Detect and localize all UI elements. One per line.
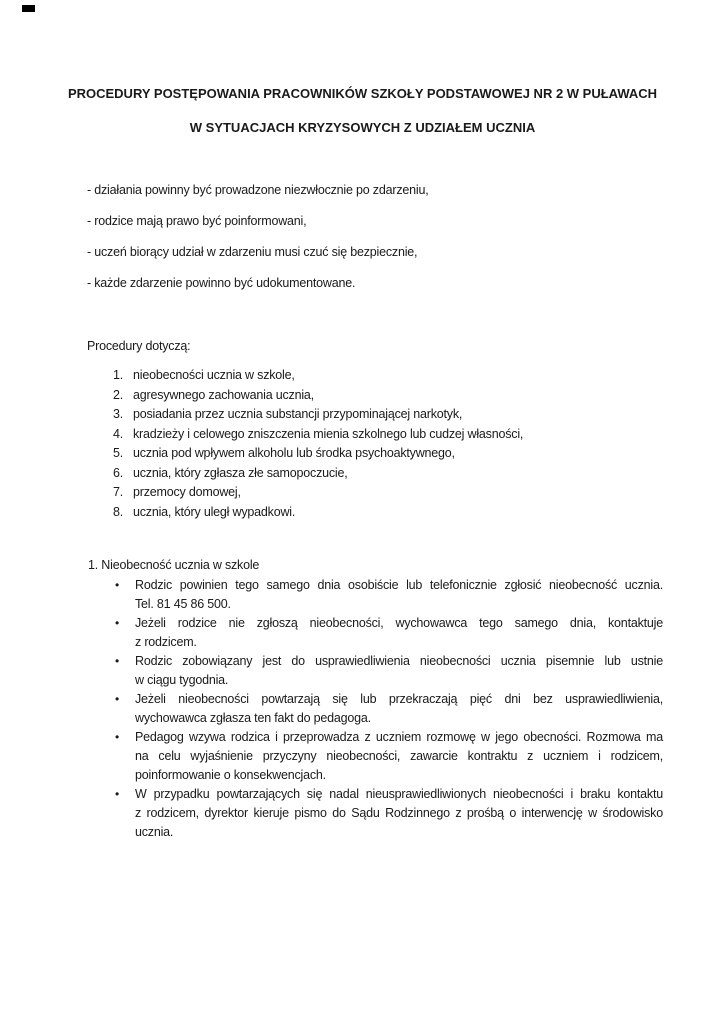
procedure-item: [113, 444, 523, 464]
item-text: nieobecności ucznia w szkole,: [133, 368, 295, 382]
bullet-marker: •: [115, 730, 120, 744]
bullet-line: wychowawca zgłasza ten fakt do pedagoga.: [135, 711, 371, 725]
bullet-text: [135, 614, 663, 652]
bullet-line: z rodzicem, dyrektor kieruje pismo do Sądu Rodzinnego z prośbą o interwencję w środowisko: [135, 806, 663, 820]
bullet-item: [115, 614, 663, 652]
item-number: 1.: [113, 368, 124, 382]
document-title: [0, 86, 725, 154]
bullet-line: Pedagog wzywa rodzica i przeprowadza z uczniem rozmowę w jego obecności. Rozmowa ma: [135, 730, 663, 744]
corner-mark: [22, 5, 35, 12]
item-number: 4.: [113, 426, 124, 441]
bullet-line: w ciągu tygodnia.: [135, 673, 229, 687]
procedure-item: [113, 503, 523, 523]
bullet-text: [135, 785, 663, 842]
item-number: 3.: [113, 407, 124, 421]
item-text: posiadania przez ucznia substancji przypominającej narkotyk,: [133, 407, 463, 421]
item-number: 2.: [113, 387, 124, 402]
item-text: agresywnego zachowania ucznia,: [133, 387, 314, 402]
bullet-item: [115, 785, 663, 842]
bullet-marker: •: [115, 787, 120, 801]
bullet-item: [115, 728, 663, 785]
bullet-marker: •: [115, 654, 120, 668]
title-line-2: W SYTUACJACH KRYZYSOWYCH Z UDZIAŁEM UCZNIA: [189, 120, 536, 135]
principle-item: - uczeń biorący udział w zdarzeniu musi czuć się bezpiecznie,: [87, 245, 418, 259]
bullet-line: Tel. 81 45 86 500.: [135, 597, 231, 611]
bullet-line: poinformowanie o konsekwencjach.: [135, 768, 326, 782]
bullet-marker: •: [115, 578, 120, 592]
bullet-text: [135, 690, 663, 728]
bullet-text: [135, 728, 663, 785]
bullet-line: Jeżeli nieobecności powtarzają się lub przekraczają pięć dni bez usprawiedliwienia,: [135, 692, 663, 706]
bullet-text: [135, 576, 663, 614]
bullet-line: W przypadku powtarzających się nadal nieusprawiedliwionych nieobecności i braku kontaktu: [135, 787, 663, 801]
bullet-item: [115, 576, 663, 614]
procedure-item: [113, 483, 523, 503]
bullet-line: z rodzicem.: [135, 635, 197, 649]
procedures-list: [113, 366, 523, 522]
bullet-line: Rodzic powinien tego samego dnia osobiście lub telefonicznie zgłosić nieobecność ucznia.: [135, 578, 663, 592]
item-number: 6.: [113, 465, 124, 480]
bullet-line: ucznia.: [135, 825, 174, 839]
bullet-item: [115, 652, 663, 690]
item-text: ucznia, który uległ wypadkowi.: [133, 504, 296, 519]
item-text: ucznia pod wpływem alkoholu lub środka psychoaktywnego,: [133, 446, 455, 460]
bullet-text: [135, 652, 663, 690]
principles-list: [87, 180, 428, 304]
principle-item: - każde zdarzenie powinno być udokumentowane.: [87, 276, 356, 290]
procedure-item: [113, 405, 523, 425]
item-text: ucznia, który zgłasza złe samopoczucie,: [133, 465, 348, 480]
procedure-item: [113, 464, 523, 484]
bullet-line: Jeżeli rodzice nie zgłoszą nieobecności, wychowawca tego samego dnia, kontaktuje: [135, 616, 663, 630]
procedure-item: [113, 366, 523, 386]
bullet-line: Rodzic zobowiązany jest do usprawiedliwienia nieobecności ucznia pisemnie lub ustnie: [135, 654, 663, 668]
bullet-marker: •: [115, 692, 120, 706]
procedures-intro: Procedury dotyczą:: [87, 339, 191, 353]
section-heading: 1. Nieobecność ucznia w szkole: [88, 558, 260, 572]
item-number: 5.: [113, 446, 124, 460]
bullet-item: [115, 690, 663, 728]
principle-item: - działania powinny być prowadzone niezwłocznie po zdarzeniu,: [87, 183, 429, 197]
item-text: przemocy domowej,: [133, 485, 241, 499]
procedure-item: [113, 386, 523, 406]
item-number: 7.: [113, 485, 124, 499]
section1-bullets: [115, 576, 663, 842]
procedure-item: [113, 425, 523, 445]
bullet-marker: •: [115, 616, 120, 630]
title-line-1: PROCEDURY POSTĘPOWANIA PRACOWNIKÓW SZKOŁY PODSTAWOWEJ NR 2 W PUŁAWACH: [67, 86, 658, 101]
item-text: kradzieży i celowego zniszczenia mienia szkolnego lub cudzej własności,: [133, 426, 524, 441]
bullet-line: na celu wyjaśnienie przyczyny nieobecności, zawarcie kontraktu z uczniem i rodzicem,: [135, 749, 663, 763]
item-number: 8.: [113, 504, 124, 519]
principle-item: - rodzice mają prawo być poinformowani,: [87, 214, 307, 228]
